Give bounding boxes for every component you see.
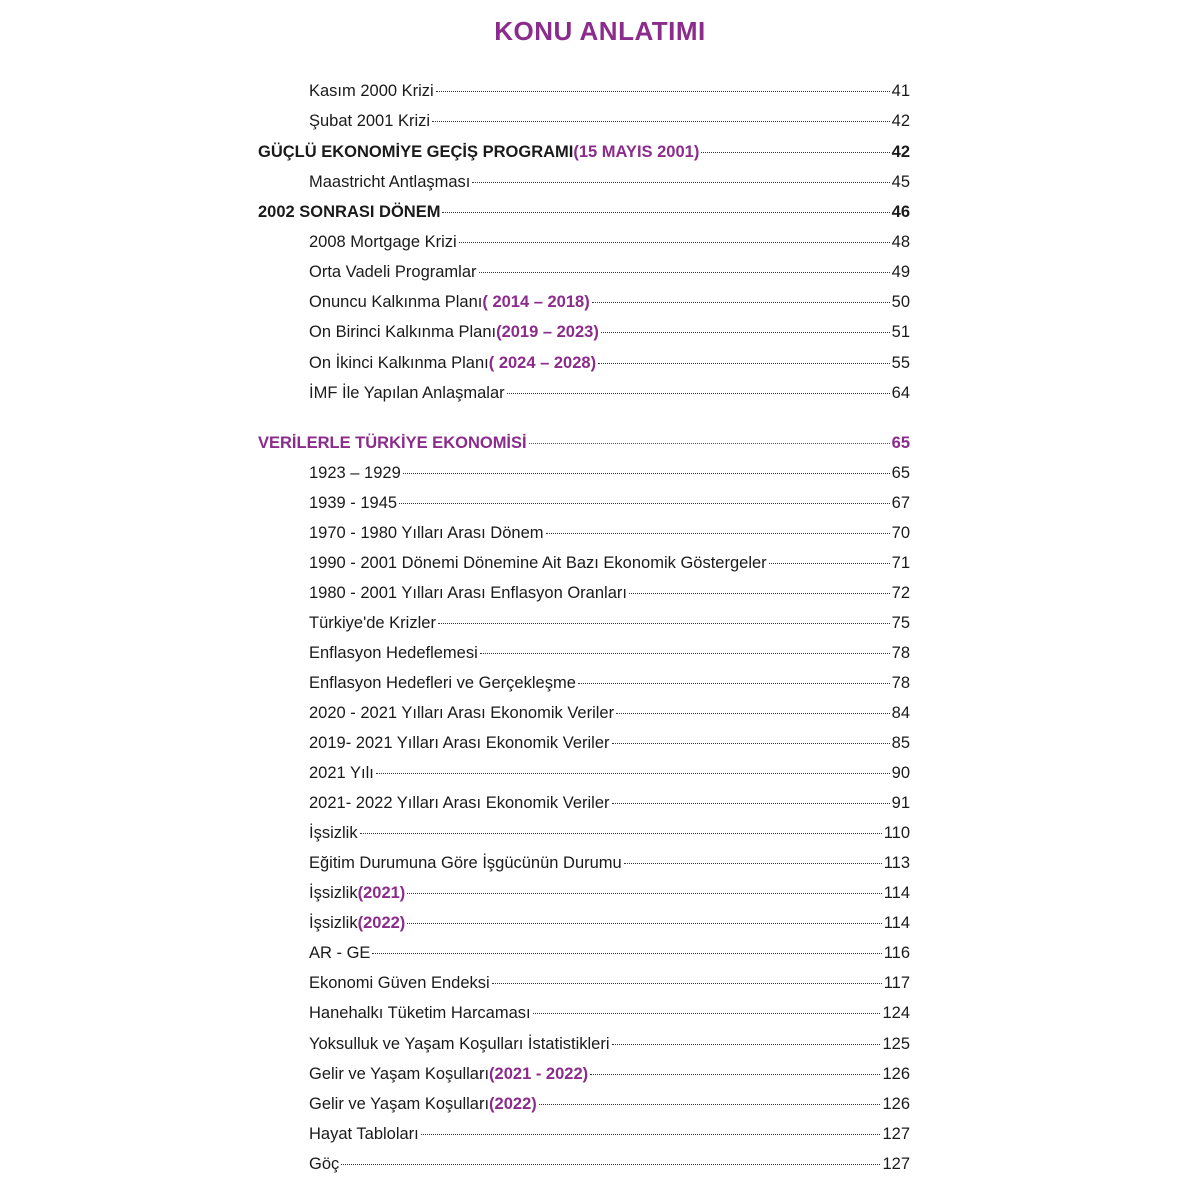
dot-leader [616, 713, 890, 714]
toc-entry[interactable] [309, 1062, 910, 1086]
toc-entry[interactable] [309, 491, 910, 515]
toc-entry-title: Yoksulluk ve Yaşam Koşulları İstatistikleri [309, 1035, 610, 1053]
toc-entry[interactable] [309, 320, 910, 344]
toc-entry[interactable] [309, 581, 910, 605]
toc-entry-title: On Birinci Kalkınma Planı [309, 323, 497, 341]
toc-page-number: 71 [891, 554, 910, 572]
toc-entry-title: 1923 – 1929 [309, 464, 401, 482]
toc-entry-date-range: (15 MAYIS 2001) [573, 143, 700, 161]
toc-page-number: 70 [891, 524, 910, 542]
toc-entry-title: VERİLERLE TÜRKİYE EKONOMİSİ [258, 434, 527, 452]
toc-entry-title: 1939 - 1945 [309, 494, 398, 512]
toc-entry[interactable] [309, 611, 910, 635]
dot-leader [578, 683, 890, 684]
dot-leader [601, 332, 890, 333]
dot-leader [507, 393, 890, 394]
toc-entry-title: Ekonomi Güven Endeksi [309, 974, 490, 992]
toc-entry[interactable] [309, 941, 910, 965]
toc-entry[interactable] [309, 1092, 910, 1116]
toc-page-number: 84 [891, 704, 910, 722]
toc-page-number: 78 [891, 644, 910, 662]
dot-leader [612, 803, 890, 804]
toc-entry[interactable] [309, 551, 910, 575]
dot-leader [533, 1013, 881, 1014]
page-title: KONU ANLATIMI [494, 16, 706, 46]
dot-leader [432, 121, 890, 122]
dot-leader [629, 593, 890, 594]
toc-entry-title: Türkiye'de Krizler [309, 614, 436, 632]
dot-leader [479, 272, 890, 273]
toc-entry[interactable] [309, 1152, 910, 1176]
toc-entry-date-range: ( 2024 – 2028) [488, 354, 597, 372]
toc-entry[interactable] [309, 641, 910, 665]
toc-page-number: 55 [891, 354, 910, 372]
dot-leader [624, 863, 882, 864]
toc-page-number: 42 [891, 143, 910, 161]
toc-entry[interactable] [309, 290, 910, 314]
toc-entry-title: Hanehalkı Tüketim Harcaması [309, 1004, 531, 1022]
toc-page-number: 124 [882, 1004, 910, 1022]
toc-entry[interactable] [309, 671, 910, 695]
toc-entry[interactable] [309, 701, 910, 725]
toc-entry-title: 2008 Mortgage Krizi [309, 233, 457, 251]
toc-entry[interactable] [309, 1032, 910, 1056]
toc-page-number: 65 [891, 464, 910, 482]
toc-page-number: 72 [891, 584, 910, 602]
toc-entry[interactable] [309, 731, 910, 755]
toc-entry[interactable] [309, 971, 910, 995]
toc-page-number: 114 [883, 884, 910, 902]
toc-entry-date-range: (2022) [489, 1095, 537, 1113]
toc-page-number: 67 [891, 494, 910, 512]
toc-entry-title: Kasım 2000 Krizi [309, 82, 434, 100]
dot-leader [341, 1164, 880, 1165]
toc-page-number: 127 [882, 1155, 910, 1173]
toc-page-number: 75 [891, 614, 910, 632]
toc-entry-title: Hayat Tabloları [309, 1125, 419, 1143]
toc-section-heading[interactable] [258, 431, 910, 455]
dot-leader [407, 893, 881, 894]
toc-entry-title: Enflasyon Hedefleri ve Gerçekleşme [309, 674, 576, 692]
toc-entry-title: 1990 - 2001 Dönemi Dönemine Ait Bazı Ekonomik Göstergeler [309, 554, 767, 572]
toc-page-number: 51 [891, 323, 910, 341]
toc-entry-date-range: (2021 - 2022) [489, 1065, 589, 1083]
toc-entry[interactable] [309, 911, 910, 935]
dot-leader [407, 923, 881, 924]
toc-entry[interactable] [309, 1122, 910, 1146]
dot-leader [590, 1074, 880, 1075]
toc-page-number: 50 [891, 293, 910, 311]
toc-page-number: 45 [891, 173, 910, 191]
toc-entry[interactable] [309, 260, 910, 284]
dot-leader [480, 653, 890, 654]
toc-page-number: 90 [891, 764, 910, 782]
toc-entry-date-range: (2022) [357, 914, 406, 932]
toc-entry-title: Gelir ve Yaşam Koşulları [309, 1095, 490, 1113]
toc-page-number: 49 [891, 263, 910, 281]
dot-leader [546, 533, 890, 534]
dot-leader [701, 152, 889, 153]
dot-leader [592, 302, 890, 303]
toc-entry-title: Eğitim Durumuna Göre İşgücünün Durumu [309, 854, 622, 872]
toc-entry-title: Göç [309, 1155, 340, 1173]
toc-entry-title: İMF İle Yapılan Anlaşmalar [309, 384, 505, 402]
toc-entry[interactable] [309, 381, 910, 405]
toc-entry-title: AR - GE [309, 944, 371, 962]
toc-page-number: 113 [883, 854, 910, 872]
toc-page-number: 41 [891, 82, 910, 100]
dot-leader [598, 363, 890, 364]
toc-entry-date-range: ( 2014 – 2018) [482, 293, 590, 311]
toc-entry[interactable] [309, 821, 910, 845]
toc-page-number: 114 [883, 914, 910, 932]
toc-entry-title: İşsizlik [309, 884, 358, 902]
toc-entry[interactable] [309, 79, 910, 103]
dot-leader [539, 1104, 881, 1105]
toc-page-number: 110 [883, 824, 910, 842]
toc-entry-title: Şubat 2001 Krizi [309, 112, 431, 130]
toc-page-number: 46 [891, 203, 910, 221]
toc-page-number: 65 [891, 434, 910, 452]
toc-entry-title: İşsizlik [309, 824, 358, 842]
dot-leader [442, 212, 889, 213]
toc-entry-title: 2021- 2022 Yılları Arası Ekonomik Veriler [309, 794, 610, 812]
toc-entry[interactable] [309, 1001, 910, 1025]
dot-leader [612, 743, 890, 744]
toc-entry-title: GÜÇLÜ EKONOMİYE GEÇİŞ PROGRAMI [258, 143, 574, 161]
toc-heading[interactable] [258, 140, 910, 164]
toc-page-number: 85 [891, 734, 910, 752]
toc-page-number: 91 [891, 794, 910, 812]
dot-leader [472, 182, 889, 183]
dot-leader [399, 503, 890, 504]
dot-leader [459, 242, 890, 243]
toc-entry-title: İşsizlik [309, 914, 358, 932]
toc-page-number: 117 [883, 974, 910, 992]
dot-leader [769, 563, 890, 564]
dot-leader [421, 1134, 881, 1135]
dot-leader [438, 623, 890, 624]
toc-page-number: 78 [891, 674, 910, 692]
dot-leader [376, 773, 890, 774]
dot-leader [403, 473, 890, 474]
toc-entry-title: Onuncu Kalkınma Planı [309, 293, 483, 311]
toc-entry-title: 2002 SONRASI DÖNEM [258, 203, 441, 221]
toc-page-number: 127 [882, 1125, 910, 1143]
toc-entry-title: On İkinci Kalkınma Planı [309, 354, 489, 372]
toc-entry[interactable] [309, 170, 910, 194]
toc-page-number: 126 [882, 1065, 910, 1083]
toc-page-number: 42 [891, 112, 910, 130]
toc-entry[interactable] [309, 230, 910, 254]
toc-entry-title: Enflasyon Hedeflemesi [309, 644, 478, 662]
toc-entry-date-range: (2021) [357, 884, 406, 902]
toc-entry[interactable] [309, 461, 910, 485]
toc-entry-title: Gelir ve Yaşam Koşulları [309, 1065, 490, 1083]
toc-page-number: 48 [891, 233, 910, 251]
dot-leader [372, 953, 881, 954]
dot-leader [436, 91, 890, 92]
toc-entry[interactable] [309, 881, 910, 905]
toc-entry[interactable] [309, 761, 910, 785]
dot-leader [529, 443, 890, 444]
toc-entry[interactable] [309, 109, 910, 133]
toc-entry-title: Orta Vadeli Programlar [309, 263, 477, 281]
toc-entry-title: 2021 Yılı [309, 764, 374, 782]
toc-entry-title: 1970 - 1980 Yılları Arası Dönem [309, 524, 544, 542]
dot-leader [612, 1044, 881, 1045]
toc-entry-title: 1980 - 2001 Yılları Arası Enflasyon Oranları [309, 584, 627, 602]
toc-page-number: 126 [882, 1095, 910, 1113]
toc-page-number: 116 [883, 944, 910, 962]
toc-entry-title: 2020 - 2021 Yılları Arası Ekonomik Veriler [309, 704, 615, 722]
toc-entry[interactable] [309, 791, 910, 815]
toc-entry[interactable] [309, 521, 910, 545]
toc-entry[interactable] [309, 851, 910, 875]
toc-heading[interactable] [258, 200, 910, 224]
toc-page-number: 64 [891, 384, 910, 402]
dot-leader [492, 983, 882, 984]
toc-entry[interactable] [309, 351, 910, 375]
toc-entry-date-range: (2019 – 2023) [496, 323, 599, 341]
toc-page-number: 125 [882, 1035, 910, 1053]
toc-entry-title: Maastricht Antlaşması [309, 173, 471, 191]
toc-entry-title: 2019- 2021 Yılları Arası Ekonomik Veriler [309, 734, 610, 752]
dot-leader [360, 833, 882, 834]
